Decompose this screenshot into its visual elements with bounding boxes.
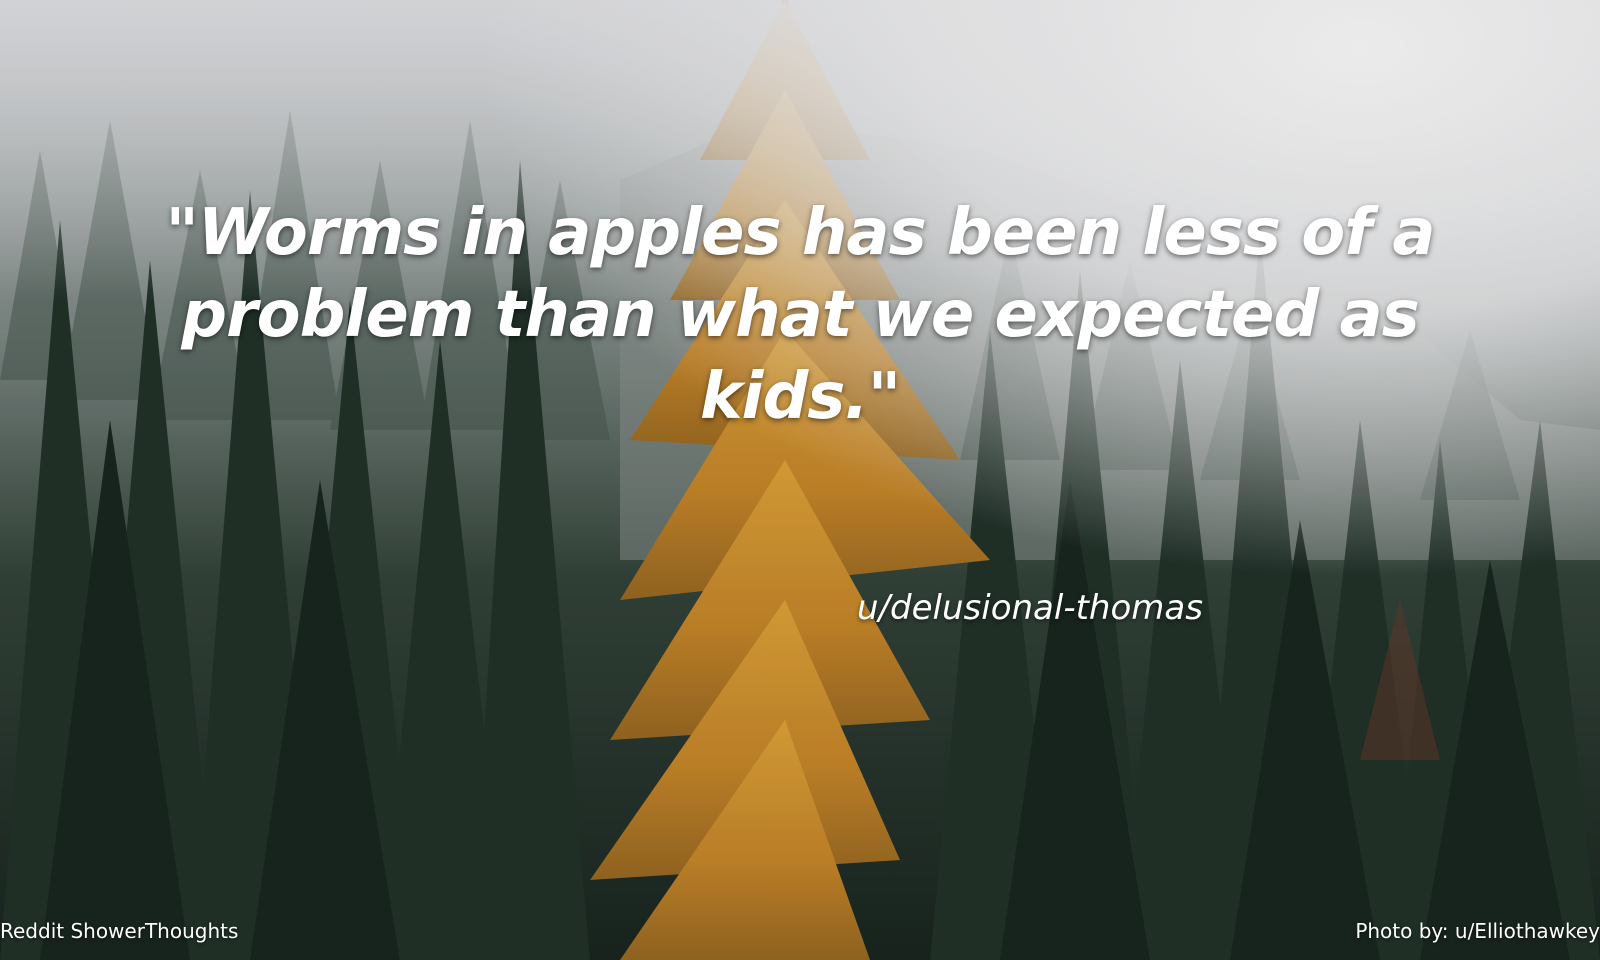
shower-thought-quote: "Worms in apples has been less of a problem than what we expected as kids." [165,196,1435,434]
quote-author: u/delusional-thomas [857,588,1203,628]
source-label: Reddit ShowerThoughts [0,919,239,943]
photo-credit: Photo by: u/Elliothawkey [1355,919,1600,943]
